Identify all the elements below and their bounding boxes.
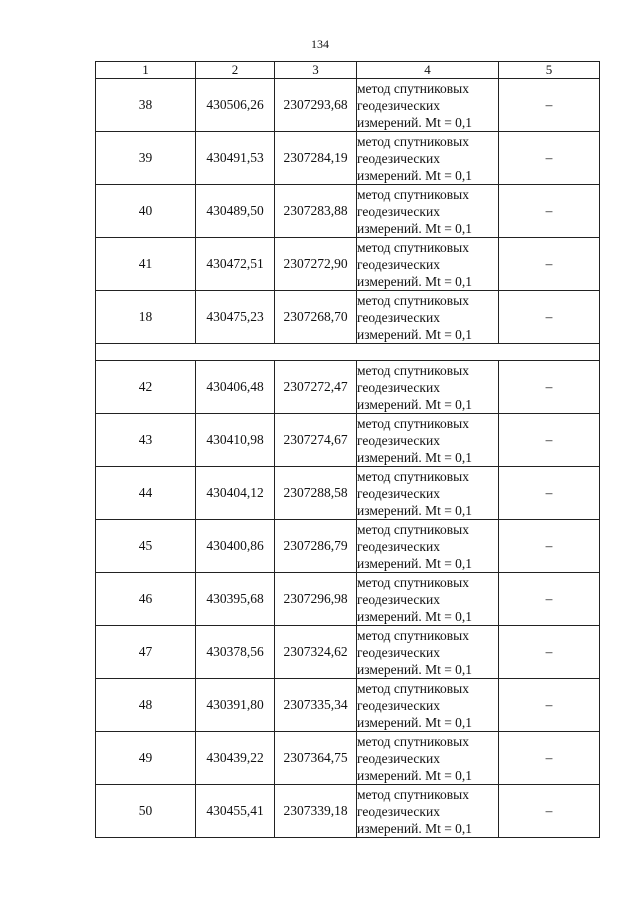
table-row [96, 414, 600, 467]
y-coordinate-cell: 2307286,79 [275, 520, 357, 573]
contour-separator-row [96, 344, 600, 361]
method-line: геодезических [357, 309, 440, 325]
method-line: геодезических [357, 150, 440, 166]
method-line: геодезических [357, 538, 440, 554]
method-cell [357, 414, 499, 467]
column-header: 2 [196, 62, 275, 79]
table-row [96, 185, 600, 238]
table-row [96, 79, 600, 132]
point-number-cell: 41 [96, 238, 196, 291]
method-line: метод спутниковых [357, 186, 469, 202]
method-line: метод спутниковых [357, 239, 469, 255]
y-coordinate-cell: 2307296,98 [275, 573, 357, 626]
method-line: геодезических [357, 750, 440, 766]
x-coordinate-cell: 430410,98 [196, 414, 275, 467]
y-coordinate-cell: 2307364,75 [275, 732, 357, 785]
x-coordinate-cell: 430506,26 [196, 79, 275, 132]
point-number-cell: 47 [96, 626, 196, 679]
y-coordinate-cell: 2307324,62 [275, 626, 357, 679]
x-coordinate-cell: 430391,80 [196, 679, 275, 732]
method-line: измерений. Mt = 0,1 [357, 714, 473, 730]
method-cell [357, 132, 499, 185]
table-body [96, 79, 600, 838]
x-coordinate-cell: 430406,48 [196, 361, 275, 414]
note-cell: – [499, 238, 600, 291]
point-number-cell: 49 [96, 732, 196, 785]
method-line: геодезических [357, 203, 440, 219]
column-header: 4 [357, 62, 499, 79]
point-number-cell: 44 [96, 467, 196, 520]
table-row [96, 520, 600, 573]
column-header: 1 [96, 62, 196, 79]
method-cell [357, 573, 499, 626]
method-line: геодезических [357, 697, 440, 713]
method-line: метод спутниковых [357, 574, 469, 590]
method-line: измерений. Mt = 0,1 [357, 396, 473, 412]
method-line: измерений. Mt = 0,1 [357, 167, 473, 183]
method-line: измерений. Mt = 0,1 [357, 555, 473, 571]
method-cell [357, 785, 499, 838]
y-coordinate-cell: 2307335,34 [275, 679, 357, 732]
table-row [96, 132, 600, 185]
coordinates-table [95, 61, 600, 838]
method-line: измерений. Mt = 0,1 [357, 326, 473, 342]
column-header: 5 [499, 62, 600, 79]
note-cell: – [499, 291, 600, 344]
table-row [96, 291, 600, 344]
method-line: метод спутниковых [357, 468, 469, 484]
x-coordinate-cell: 430491,53 [196, 132, 275, 185]
table-row [96, 361, 600, 414]
method-line: метод спутниковых [357, 521, 469, 537]
point-number-cell: 45 [96, 520, 196, 573]
note-cell: – [499, 361, 600, 414]
method-line: геодезических [357, 97, 440, 113]
point-number-cell: 38 [96, 79, 196, 132]
y-coordinate-cell: 2307272,90 [275, 238, 357, 291]
method-line: измерений. Mt = 0,1 [357, 220, 473, 236]
method-cell [357, 679, 499, 732]
method-line: измерений. Mt = 0,1 [357, 661, 473, 677]
method-cell [357, 361, 499, 414]
table-row [96, 573, 600, 626]
point-number-cell: 50 [96, 785, 196, 838]
table-row [96, 467, 600, 520]
page-number: 134 [311, 37, 329, 51]
note-cell: – [499, 679, 600, 732]
table-row [96, 238, 600, 291]
method-cell [357, 185, 499, 238]
x-coordinate-cell: 430378,56 [196, 626, 275, 679]
table-row [96, 785, 600, 838]
point-number-cell: 42 [96, 361, 196, 414]
table-row [96, 626, 600, 679]
method-line: метод спутниковых [357, 80, 469, 96]
table-row [96, 732, 600, 785]
method-line: метод спутниковых [357, 786, 469, 802]
method-line: метод спутниковых [357, 362, 469, 378]
point-number-cell: 18 [96, 291, 196, 344]
note-cell: – [499, 785, 600, 838]
y-coordinate-cell: 2307293,68 [275, 79, 357, 132]
method-line: метод спутниковых [357, 133, 469, 149]
method-line: измерений. Mt = 0,1 [357, 502, 473, 518]
x-coordinate-cell: 430455,41 [196, 785, 275, 838]
method-cell [357, 626, 499, 679]
method-line: измерений. Mt = 0,1 [357, 449, 473, 465]
x-coordinate-cell: 430400,86 [196, 520, 275, 573]
y-coordinate-cell: 2307284,19 [275, 132, 357, 185]
x-coordinate-cell: 430404,12 [196, 467, 275, 520]
method-line: геодезических [357, 485, 440, 501]
x-coordinate-cell: 430439,22 [196, 732, 275, 785]
method-line: метод спутниковых [357, 292, 469, 308]
point-number-cell: 40 [96, 185, 196, 238]
separator-cell [96, 344, 600, 361]
y-coordinate-cell: 2307339,18 [275, 785, 357, 838]
method-line: метод спутниковых [357, 627, 469, 643]
point-number-cell: 48 [96, 679, 196, 732]
note-cell: – [499, 132, 600, 185]
method-line: измерений. Mt = 0,1 [357, 820, 473, 836]
method-line: измерений. Mt = 0,1 [357, 767, 473, 783]
method-line: измерений. Mt = 0,1 [357, 608, 473, 624]
x-coordinate-cell: 430475,23 [196, 291, 275, 344]
method-line: геодезических [357, 379, 440, 395]
column-header: 3 [275, 62, 357, 79]
note-cell: – [499, 732, 600, 785]
method-line: измерений. Mt = 0,1 [357, 273, 473, 289]
x-coordinate-cell: 430472,51 [196, 238, 275, 291]
method-line: метод спутниковых [357, 415, 469, 431]
y-coordinate-cell: 2307288,58 [275, 467, 357, 520]
y-coordinate-cell: 2307268,70 [275, 291, 357, 344]
point-number-cell: 43 [96, 414, 196, 467]
method-cell [357, 732, 499, 785]
x-coordinate-cell: 430395,68 [196, 573, 275, 626]
point-number-cell: 46 [96, 573, 196, 626]
table-header-row [96, 62, 600, 79]
note-cell: – [499, 414, 600, 467]
y-coordinate-cell: 2307274,67 [275, 414, 357, 467]
method-line: геодезических [357, 803, 440, 819]
table-row [96, 679, 600, 732]
method-cell [357, 291, 499, 344]
method-cell [357, 467, 499, 520]
note-cell: – [499, 573, 600, 626]
method-line: геодезических [357, 644, 440, 660]
note-cell: – [499, 185, 600, 238]
note-cell: – [499, 467, 600, 520]
method-line: геодезических [357, 432, 440, 448]
method-cell [357, 520, 499, 573]
note-cell: – [499, 79, 600, 132]
note-cell: – [499, 626, 600, 679]
point-number-cell: 39 [96, 132, 196, 185]
method-cell [357, 79, 499, 132]
y-coordinate-cell: 2307283,88 [275, 185, 357, 238]
x-coordinate-cell: 430489,50 [196, 185, 275, 238]
method-line: метод спутниковых [357, 680, 469, 696]
y-coordinate-cell: 2307272,47 [275, 361, 357, 414]
method-line: измерений. Mt = 0,1 [357, 114, 473, 130]
method-line: геодезических [357, 591, 440, 607]
method-line: геодезических [357, 256, 440, 272]
method-cell [357, 238, 499, 291]
method-line: метод спутниковых [357, 733, 469, 749]
note-cell: – [499, 520, 600, 573]
